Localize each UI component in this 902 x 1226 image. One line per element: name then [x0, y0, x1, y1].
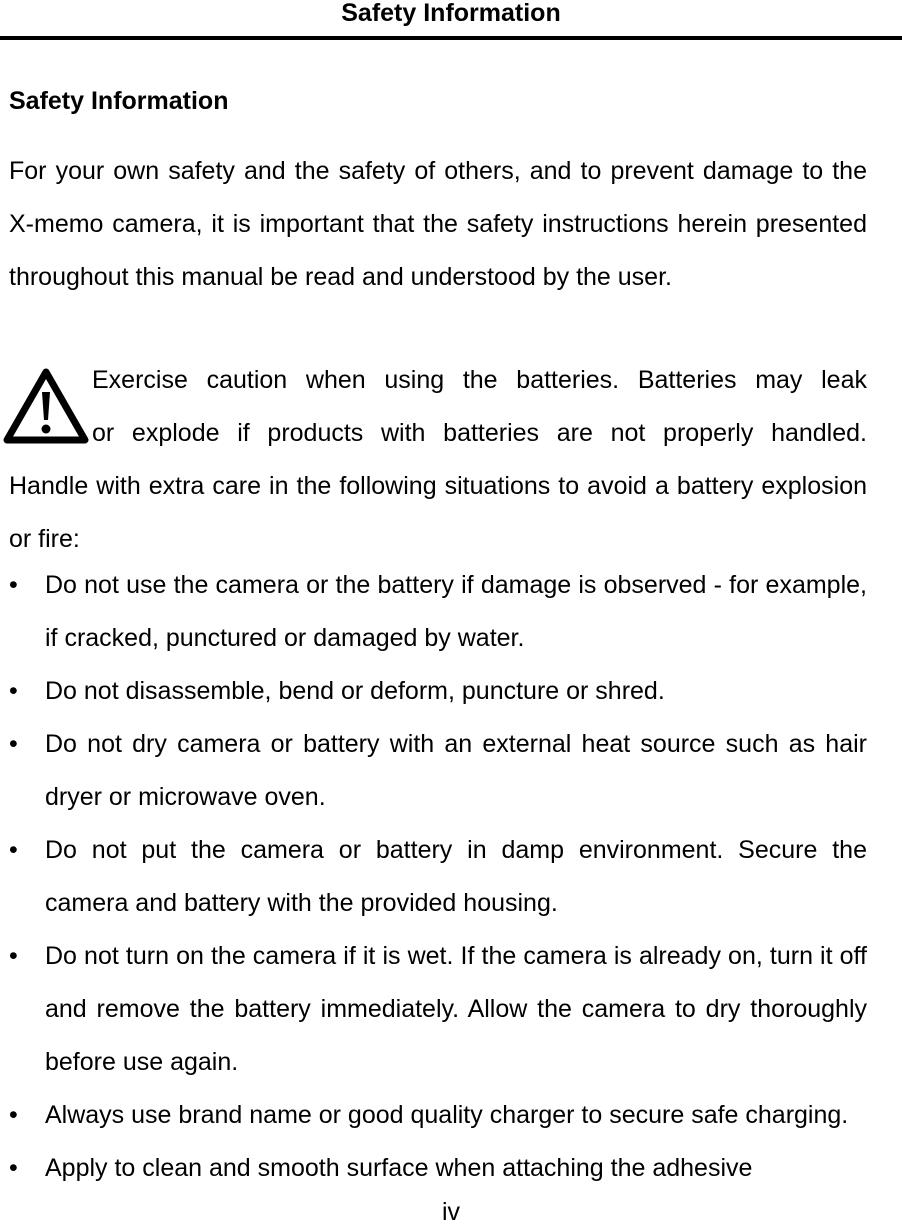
bullet-icon: •	[9, 1101, 18, 1129]
warning-line-1: Exercise caution when using the batteries. Batteries may leak	[92, 366, 867, 394]
followup-paragraph: Handle with extra care in the following situations to avoid a battery explosion or fire:	[9, 472, 867, 553]
intro-paragraph: For your own safety and the safety of others, and to prevent damage to the X-memo camera, it is important that the safety instructions herein presented throughout this manual be read and understood by the user.	[9, 157, 867, 291]
list-item: • Do not dry camera or battery with an external heat source such as hair dryer or microwave oven.	[0, 718, 867, 824]
bullet-icon: •	[9, 942, 18, 970]
section-title: Safety Information	[9, 87, 229, 115]
list-item: • Do not use the camera or the battery if damage is observed - for example, if cracked, punctured or damaged by water.	[0, 559, 867, 665]
list-item: • Do not turn on the camera if it is wet. If the camera is already on, turn it off and remove the battery immediately. Allow the camera to dry thoroughly before use again.	[0, 930, 867, 1089]
warning-text	[92, 354, 867, 460]
list-item: • Do not put the camera or battery in damp environment. Secure the camera and battery with the provided housing.	[0, 824, 867, 930]
header-rule	[0, 36, 902, 40]
list-item: • Always use brand name or good quality charger to secure safe charging.	[0, 1089, 867, 1142]
bullet-icon: •	[9, 571, 18, 599]
page-number: iv	[441, 1198, 461, 1226]
list-item: • Do not disassemble, bend or deform, puncture or shred.	[0, 665, 867, 718]
bullet-icon: •	[9, 836, 18, 864]
safety-bullet-list	[0, 559, 867, 1195]
warning-triangle-icon	[3, 367, 89, 445]
warning-line-2: or explode if products with batteries are not properly handled.	[92, 419, 867, 447]
running-header: Safety Information	[341, 0, 561, 27]
bullet-icon: •	[9, 730, 18, 758]
list-item: • Apply to clean and smooth surface when attaching the adhesive	[0, 1142, 867, 1195]
bullet-icon: •	[9, 1154, 18, 1182]
bullet-icon: •	[9, 677, 18, 705]
